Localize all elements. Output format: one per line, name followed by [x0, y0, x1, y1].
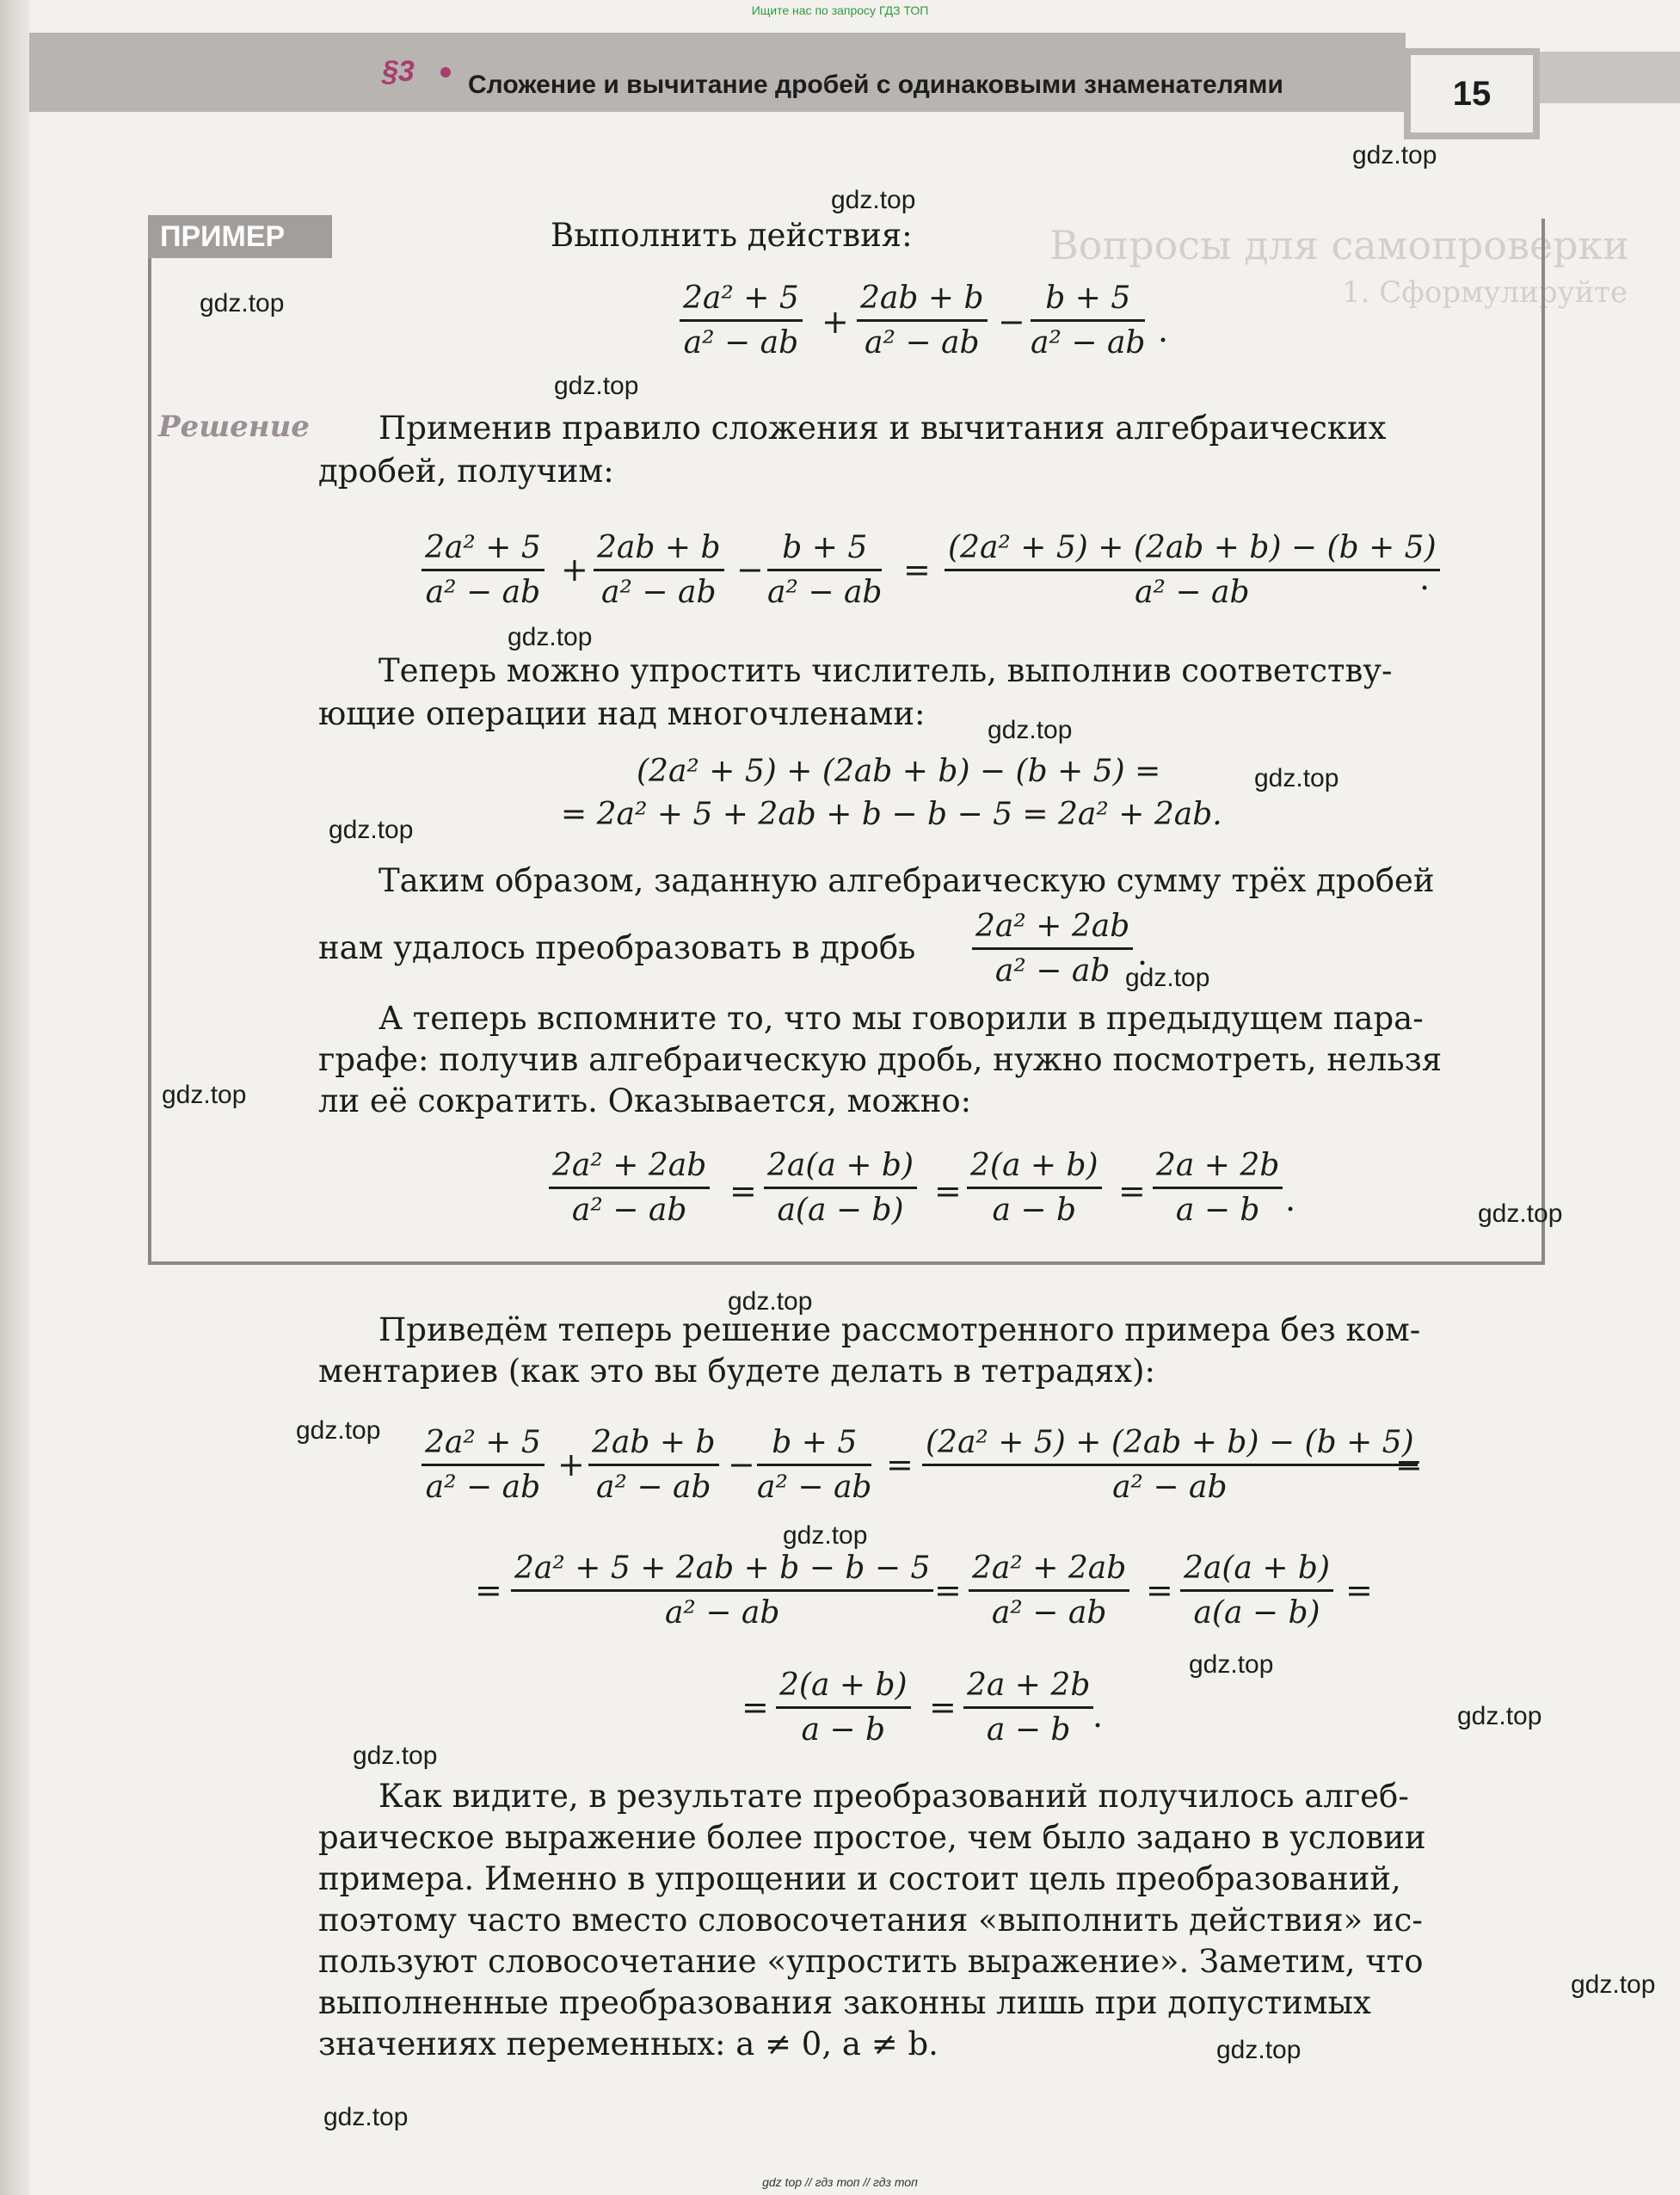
example-tag: ПРИМЕР	[148, 215, 332, 258]
fraction: $\frac{2a + 2b}{a - b}$	[1153, 1148, 1283, 1228]
fraction: $\frac{\text{2a² + 5}}{\text{a² − ab}}$	[680, 281, 803, 361]
top-note: Ищите нас по запросу ГДЗ ТОП	[751, 3, 929, 17]
paragraph: Теперь можно упростить числитель, выполнив соответству-	[378, 652, 1393, 689]
watermark: gdz.top	[296, 1416, 381, 1445]
operator: =	[886, 1446, 914, 1483]
section-title: Сложение и вычитание дробей с одинаковыми знаменателями	[468, 71, 1283, 99]
paragraph: нам удалось преобразовать в дробь	[318, 929, 916, 966]
watermark: gdz.top	[1352, 141, 1437, 170]
watermark: gdz.top	[728, 1287, 813, 1316]
fraction: $\frac{2ab + b}{\text{a² − ab}}$	[857, 281, 988, 361]
paragraph: поэтому часто вместо словосочетания «выполнить действия» ис-	[318, 1902, 1423, 1939]
watermark: gdz.top	[1189, 1650, 1274, 1679]
operator: =	[742, 1688, 769, 1726]
watermark: gdz.top	[1571, 1970, 1656, 1999]
paragraph: Приведём теперь решение рассмотренного примера без ком-	[378, 1311, 1421, 1348]
footer-note: gdz top // гдз топ // гдз топ	[762, 2175, 918, 2189]
operator: =	[1118, 1172, 1146, 1210]
watermark: gdz.top	[1457, 1702, 1542, 1730]
paragraph: А теперь вспомните то, что мы говорили в предыдущем пара-	[378, 1000, 1424, 1037]
paragraph: ющие операции над многочленами:	[318, 695, 926, 732]
bleed-through: Вопросы для самопроверки	[1049, 222, 1629, 268]
watermark: gdz.top	[353, 1742, 438, 1770]
fraction: $\frac{b + 5}{\text{a² − ab}}$	[1031, 281, 1146, 361]
paragraph: графе: получив алгебраическую дробь, нужно посмотреть, нельзя	[318, 1041, 1443, 1078]
paragraph: выполненные преобразования законны лишь при допустимых	[318, 1984, 1371, 2021]
watermark: gdz.top	[1478, 1199, 1563, 1228]
paragraph: пользуют словосочетание «упростить выражение». Заметим, что	[318, 1943, 1424, 1980]
operator: +	[822, 303, 849, 341]
watermark: gdz.top	[323, 2103, 409, 2131]
paragraph: Как видите, в результате преобразований получилось алгеб-	[378, 1778, 1409, 1815]
operator: +	[561, 551, 588, 589]
operator: .	[1137, 934, 1148, 972]
fraction: $\frac{\text{2a² + 5 + 2ab + b − b − 5}}{\text{a² − ab}}$	[511, 1551, 933, 1631]
operator: −	[736, 551, 764, 589]
fraction: $\frac{2a(a + b)}{a(a - b)}$	[764, 1148, 917, 1228]
page-number: 15	[1452, 75, 1492, 113]
bleed-through: 1. Сформулируйте	[1342, 275, 1628, 310]
fraction: $\frac{2a + 2b}{a - b}$	[963, 1668, 1093, 1748]
watermark: gdz.top	[162, 1081, 247, 1109]
watermark: gdz.top	[1254, 764, 1339, 792]
solution-label: Решение	[158, 410, 310, 444]
fraction: $\frac{b + 5}{\text{a² − ab}}$	[757, 1425, 872, 1505]
fraction: $\frac{b + 5}{\text{a² − ab}}$	[767, 530, 883, 610]
page-header	[29, 33, 1406, 112]
fraction: $\frac{\text{2a² + 5}}{\text{a² − ab}}$	[422, 530, 545, 610]
fraction: $\frac{2ab + b}{\text{a² − ab}}$	[594, 530, 724, 610]
operator: =	[1395, 1446, 1423, 1483]
fraction: $\frac{\text{2a² + 5}}{\text{a² − ab}}$	[422, 1425, 545, 1505]
watermark: gdz.top	[1125, 964, 1210, 992]
watermark: gdz.top	[1216, 2036, 1302, 2064]
operator: =	[934, 1172, 962, 1210]
fraction: $\frac{\text{(2a² + 5) + (2ab + b) − (b + 5)}}{\text{a² − ab}}$	[945, 530, 1440, 610]
operator: =	[934, 1571, 962, 1609]
operator: .	[1092, 1697, 1104, 1735]
fraction: $\frac{2(a + b)}{a - b}$	[967, 1148, 1102, 1228]
fraction: $\frac{\text{2a² + 2ab}}{\text{a² − ab}}$	[972, 909, 1133, 989]
watermark: gdz.top	[554, 372, 639, 400]
fraction: $\frac{2(a + b)}{a - b}$	[776, 1668, 911, 1748]
operator: .	[1285, 1181, 1296, 1218]
task-text: Выполнить действия:	[551, 217, 913, 254]
page-edge	[0, 0, 29, 2195]
paragraph: примера. Именно в упрощении и состоит цель преобразований,	[318, 1860, 1401, 1897]
watermark: gdz.top	[988, 716, 1073, 744]
operator: .	[1419, 559, 1431, 597]
watermark: gdz.top	[783, 1521, 868, 1550]
header-band	[1540, 52, 1680, 103]
operator: =	[475, 1571, 502, 1609]
equation-line: (2a² + 5) + (2ab + b) − (b + 5) =	[637, 754, 1161, 789]
fraction: $\frac{2ab + b}{\text{a² − ab}}$	[588, 1425, 719, 1505]
fraction: $\frac{\text{(2a² + 5) + (2ab + b) − (b + 5)}}{\text{a² − ab}}$	[922, 1425, 1418, 1505]
operator: −	[728, 1446, 755, 1483]
page-number-box	[1404, 48, 1540, 139]
fraction: $\frac{\text{2a² + 2ab}}{\text{a² − ab}}$	[549, 1148, 710, 1228]
operator: .	[1158, 311, 1169, 349]
fraction: $\frac{2a(a + b)}{a(a - b)}$	[1180, 1551, 1333, 1631]
operator: =	[903, 551, 931, 589]
operator: −	[998, 303, 1025, 341]
watermark: gdz.top	[329, 816, 414, 844]
paragraph: Таким образом, заданную алгебраическую сумму трёх дробей	[378, 862, 1435, 899]
section-number: §3	[382, 55, 415, 88]
paragraph: раическое выражение более простое, чем было задано в условии	[318, 1819, 1426, 1856]
bullet-icon	[440, 67, 451, 77]
paragraph: Применив правило сложения и вычитания алгебраических	[378, 410, 1387, 447]
watermark: gdz.top	[831, 186, 916, 214]
watermark: gdz.top	[508, 623, 593, 651]
watermark: gdz.top	[200, 289, 285, 318]
equation-line: = 2a² + 5 + 2ab + b − b − 5 = 2a² + 2ab.	[561, 797, 1222, 832]
paragraph: ли её сократить. Оказывается, можно:	[318, 1082, 972, 1119]
operator: =	[1345, 1571, 1373, 1609]
operator: =	[929, 1688, 957, 1726]
operator: =	[1146, 1571, 1173, 1609]
paragraph: дробей, получим:	[318, 453, 614, 490]
paragraph: ментариев (как это вы будете делать в тетрадях):	[318, 1353, 1156, 1390]
operator: =	[729, 1172, 757, 1210]
fraction: $\frac{\text{2a² + 2ab}}{\text{a² − ab}}$	[969, 1551, 1129, 1631]
paragraph: значениях переменных: a ≠ 0, a ≠ b.	[318, 2025, 938, 2062]
operator: +	[557, 1446, 585, 1483]
